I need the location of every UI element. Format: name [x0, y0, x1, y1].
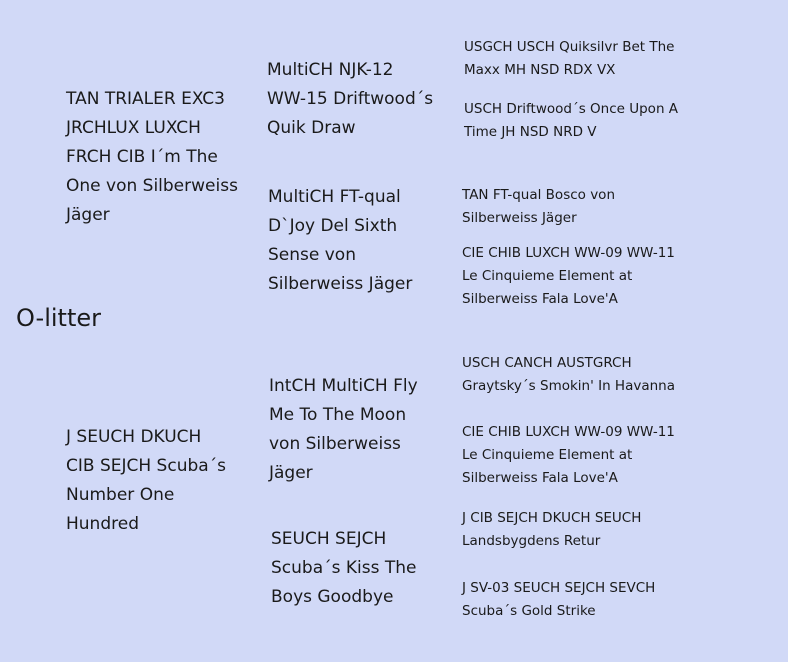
ancestor-sds: TAN FT-qual Bosco von Silberweiss Jäger	[462, 187, 616, 226]
ancestor-sss: USGCH USCH Quiksilvr Bet The Maxx MH NSD RDX VX	[464, 39, 675, 78]
sire-name: TAN TRIALER EXC3 JRCHLUX LUXCH FRCH CIB I´m The One von Silberweiss Jäger	[66, 89, 238, 225]
ancestor-sdd: CIE CHIB LUXCH WW-09 WW-11 Le Cinquieme Element at Silberweiss Fala Love'A	[462, 245, 675, 307]
maternal-grandsire: IntCH MultiCH Fly Me To The Moon von Silberweiss Jäger	[269, 376, 418, 483]
ancestor-ddd: J SV-03 SEUCH SEJCH SEVCH Scuba´s Gold Strike	[462, 580, 656, 619]
ancestor-ssd: USCH Driftwood´s Once Upon A Time JH NSD NRD V	[464, 101, 679, 140]
maternal-granddam: SEUCH SEJCH Scuba´s Kiss The Boys Goodbye	[271, 529, 417, 607]
ancestor-dss: USCH CANCH AUSTGRCH Graytsky´s Smokin' In Havanna	[462, 355, 676, 394]
paternal-granddam: MultiCH FT-qual D`Joy Del Sixth Sense von Silberweiss Jäger	[268, 187, 413, 294]
ancestor-dsd: CIE CHIB LUXCH WW-09 WW-11 Le Cinquieme Element at Silberweiss Fala Love'A	[462, 424, 675, 486]
paternal-grandsire: MultiCH NJK-12 WW-15 Driftwood´s Quik Draw	[267, 60, 434, 138]
dam-name: J SEUCH DKUCH CIB SEJCH Scuba´s Number One Hundred	[66, 427, 227, 534]
litter-title: O-litter	[16, 304, 102, 332]
ancestor-dds: J CIB SEJCH DKUCH SEUCH Landsbygdens Retur	[462, 510, 642, 549]
